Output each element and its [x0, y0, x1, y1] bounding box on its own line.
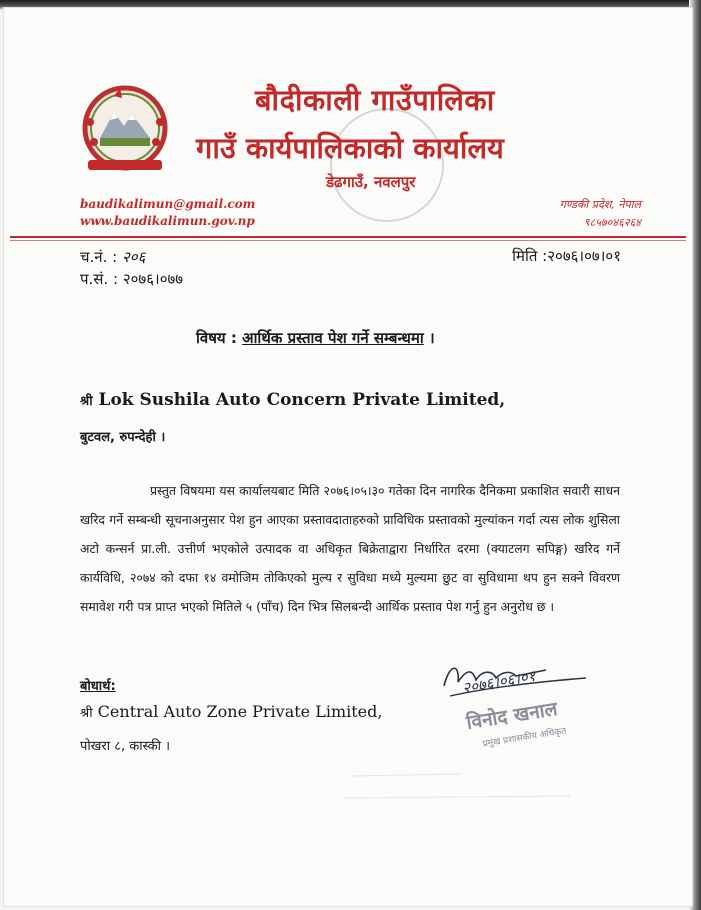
- stamp-officer-title: प्रमुख प्रशासकीय अधिकृत: [481, 726, 567, 750]
- cc-location: पोखरा ८, कास्की ।: [80, 739, 171, 754]
- addressee-name-line: [80, 390, 505, 410]
- stamp-officer-name: विनोद खनाल: [464, 697, 559, 735]
- subject-text: आर्थिक प्रस्ताव पेश गर्ने सम्बन्धमा: [242, 329, 424, 347]
- email-text: baudikalimun@gmail.com: [80, 197, 256, 211]
- cha-label: च.नं. :: [80, 248, 118, 266]
- reference-numbers: [80, 246, 183, 290]
- subject-line: [196, 328, 435, 348]
- subject-label: विषय :: [196, 329, 237, 347]
- date-value: २०७६।०७।०१: [547, 247, 621, 265]
- office-address: डेढगाउँ, नवलपुर: [326, 173, 416, 191]
- cc-prefix: श्री: [80, 706, 93, 721]
- office-name: गाउँ कार्यपालिकाको कार्यालय: [196, 131, 504, 165]
- header-divider-thin: [10, 240, 686, 241]
- province-text: गण्डकी प्रदेश, नेपाल: [559, 198, 641, 211]
- phone-text: ९८५७०४६२६४: [583, 216, 641, 229]
- addressee-name: Lok Sushila Auto Concern Private Limited,: [98, 390, 506, 410]
- pa-label: प.सं. :: [80, 270, 119, 288]
- header-divider: [10, 236, 686, 238]
- date-label: मिति :: [512, 247, 548, 265]
- letter-date: [512, 246, 621, 266]
- website-text: www.baudikalimun.gov.np: [80, 214, 255, 228]
- cc-label: बोधार्थ:: [80, 679, 116, 694]
- letter-body: प्रस्तुत विषयमा यस कार्यालयबाट मिति २०७६।०५।३० गतेका दिन नागरिक दैनिकमा प्रकाशित सवारी साधन खरिद गर्ने सम्बन्धी सूचनाअनुसार पेश हुन आएका प्रस्तावदाताहरुको प्राविधिक प्रस्तावको मुल्यांकन गर्दा त्यस लोक शुसिला अटो कन्सर्न प्रा.ली. उत्तीर्ण भएकोले उत्पादक वा अधिकृत बिक्रेताद्वारा निर्धारित दरमा (क्याटलग सपिङ्ग) खरिद गर्ने कार्यविधि, २०७४ को दफा १४ वमोजिम तोकिएको मुल्य र सुविधा मध्ये मुल्यमा छुट वा सुविधामा थप हुन सक्ने विवरण समावेश गरी पत्र प्राप्त भएको मितिले ५ (पाँच) दिन भित्र सिलबन्दी आर्थिक प्रस्ताव पेश गर्नु हुन अनुरोध छ ।: [80, 483, 620, 614]
- subject-end: ।: [428, 329, 435, 347]
- contact-web-block: [80, 196, 255, 230]
- pa-value: २०७६।०७७: [122, 270, 184, 288]
- cha-number-row: [80, 246, 183, 268]
- pa-number-row: [80, 268, 183, 290]
- addressee-prefix: श्री: [80, 394, 93, 409]
- contact-phone-block: [560, 196, 641, 232]
- cc-name-line: [80, 702, 382, 721]
- cha-value: २०६: [122, 248, 146, 266]
- bleed-through-marks: [340, 768, 580, 808]
- nepal-emblem-icon: [80, 82, 170, 178]
- addressee-location: बुटवल, रुपन्देही ।: [80, 430, 166, 445]
- signature-date: २०७६।०६।०१: [460, 666, 537, 698]
- cc-name: Central Auto Zone Private Limited,: [97, 702, 383, 721]
- municipality-name: बौदीकाली गाउँपालिका: [255, 83, 495, 117]
